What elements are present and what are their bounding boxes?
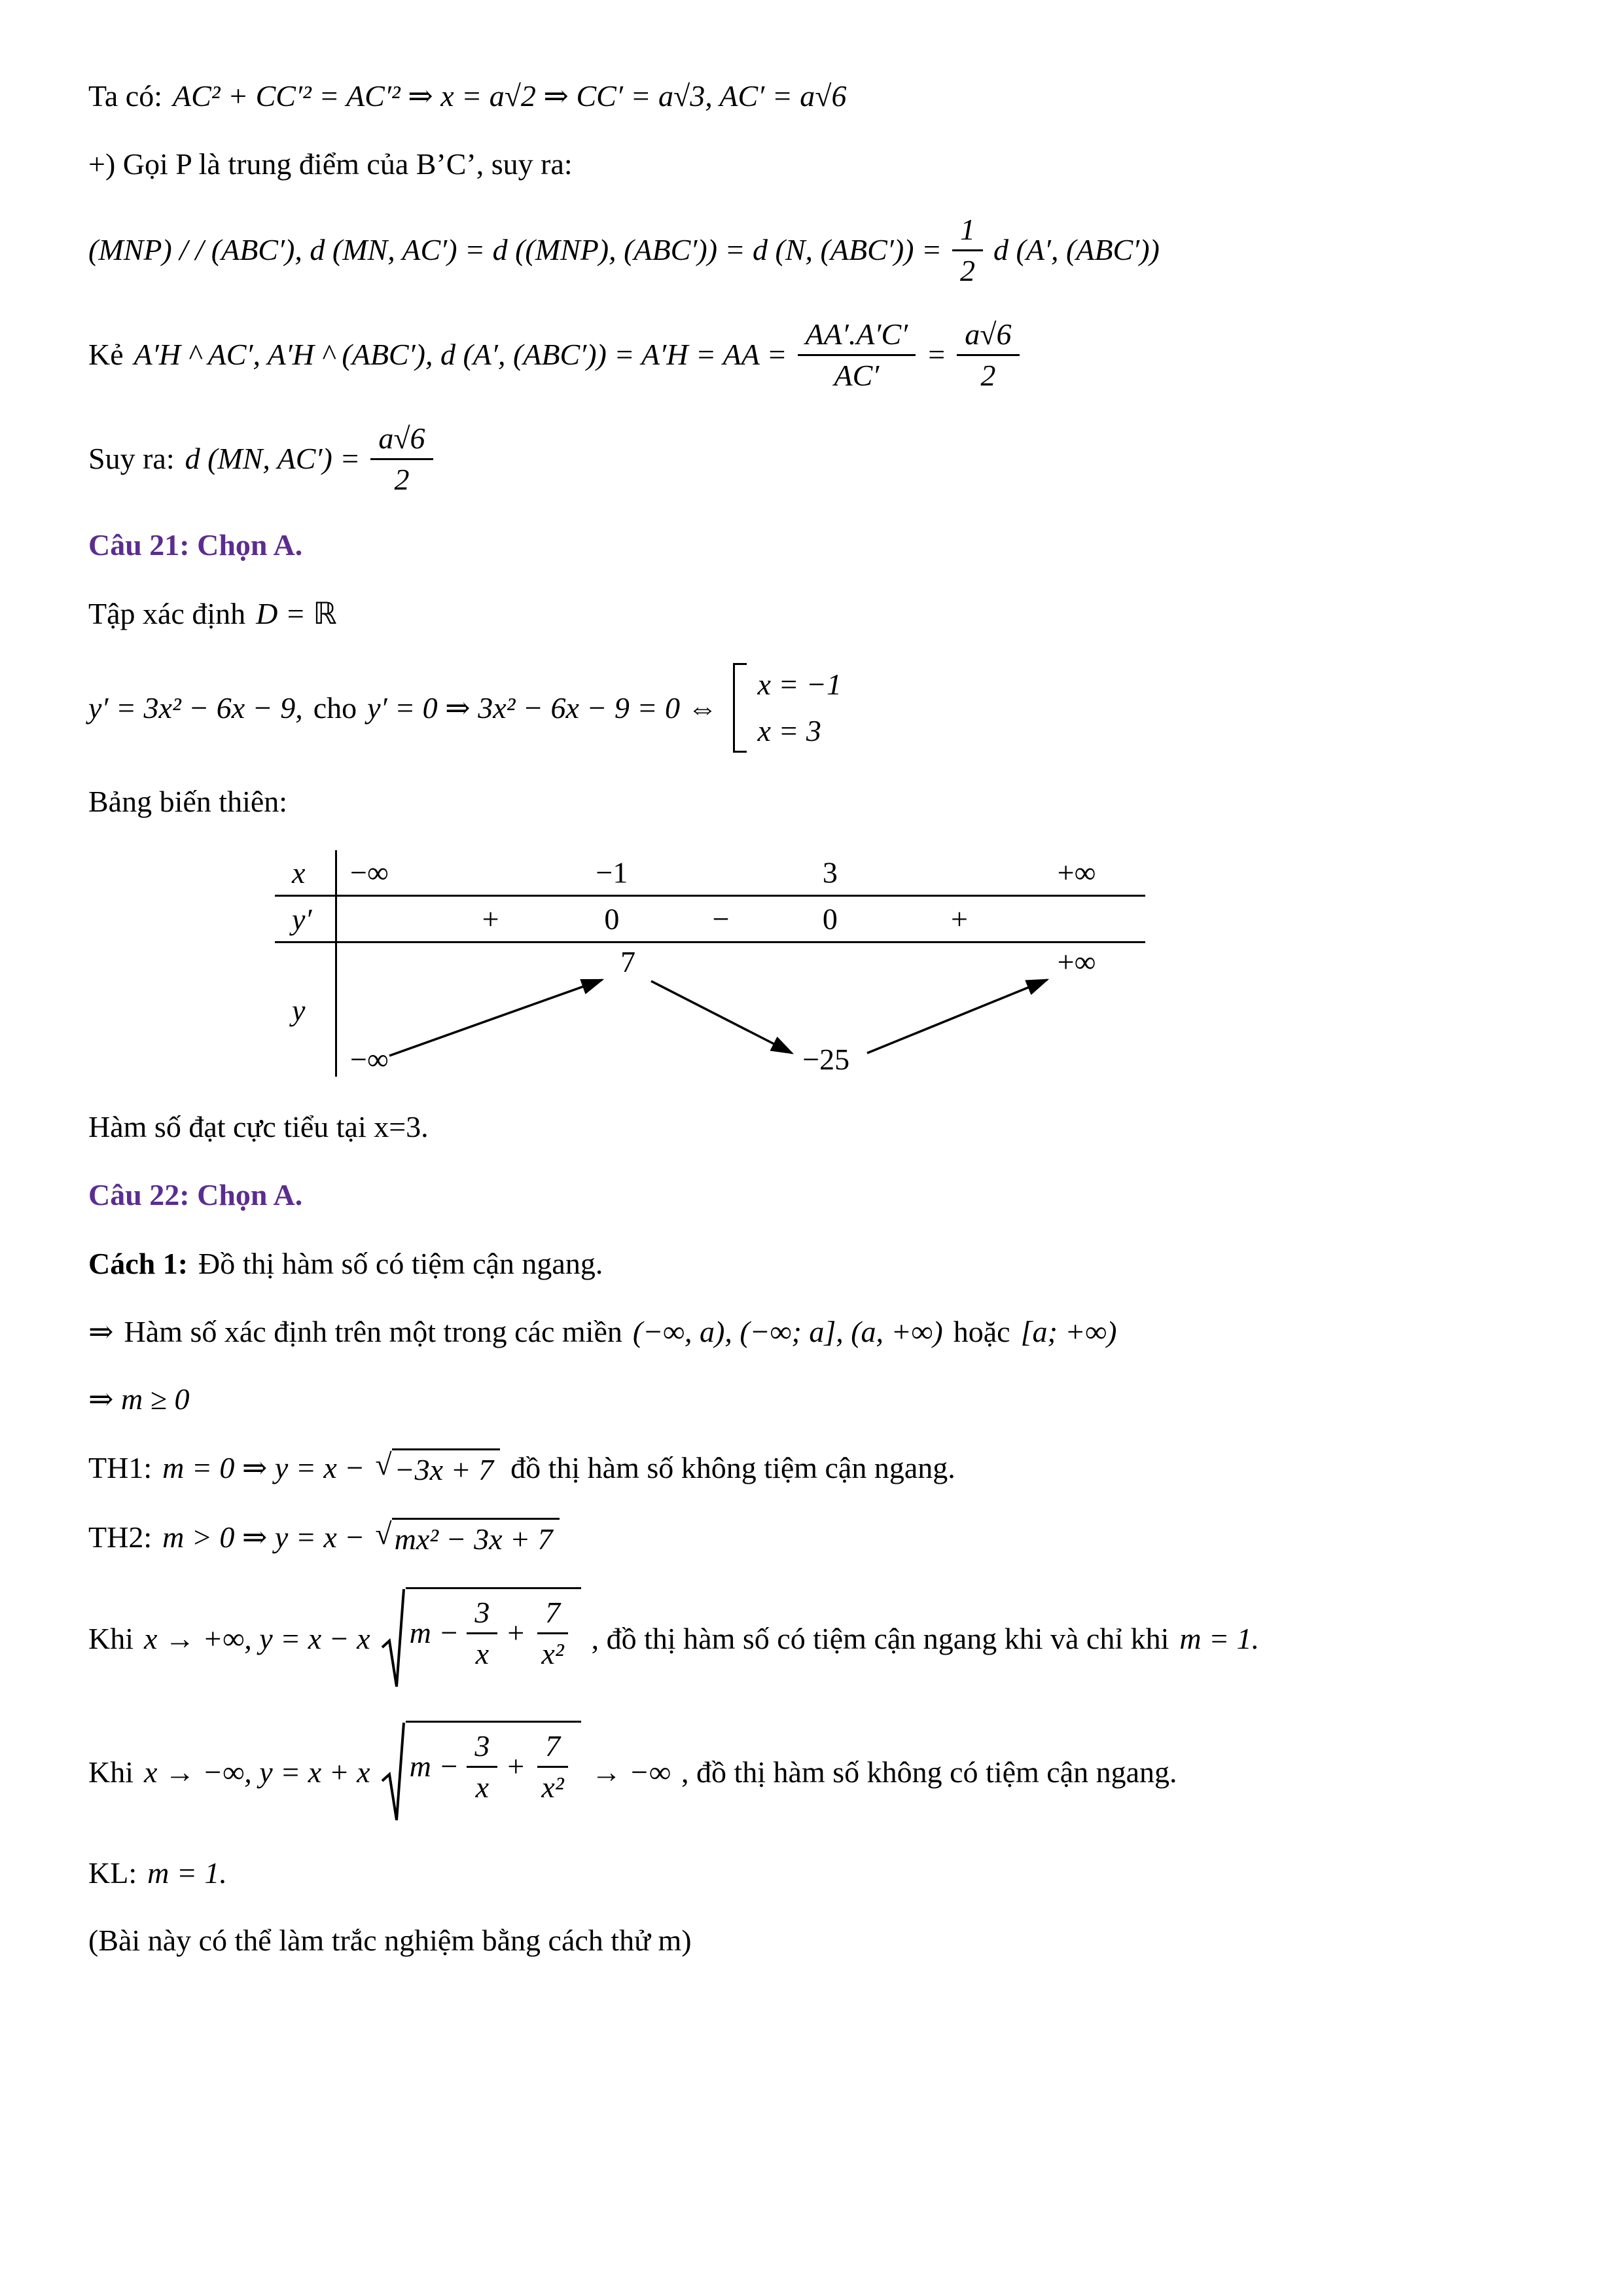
case-line: x = −1 [757,667,842,701]
paragraph-m-ge-0 [88,1380,1535,1418]
text-sentence: Hàm số đạt cực tiểu tại x=3. [88,1110,429,1144]
heading-cau-21 [88,526,1535,564]
paragraph-mien [88,1313,1535,1351]
text-label: TH1: [88,1450,152,1484]
sign-value: − [712,902,730,936]
fraction-denominator: 2 [960,254,975,288]
math-expression: m = 1. [1179,1621,1260,1655]
fraction-numerator: 3 [467,1729,497,1768]
x-value: −∞ [350,855,389,889]
paragraph-note [88,1922,1535,1960]
fraction [467,1596,497,1670]
math-expression: AC² + CC′² = AC′² ⇒ x = a√2 ⇒ CC′ = a√3, AC′ = a√6 [173,79,847,113]
sqrt-expression [381,1721,581,1824]
fraction-numerator: 7 [537,1596,568,1634]
math-expression: d (MN, AC′) = [185,442,361,476]
paragraph-ke [88,317,1535,392]
variation-arrows [337,943,1145,1077]
row-label-text: y′ [292,902,312,936]
fraction-numerator: a√6 [370,422,433,460]
fraction [467,1729,497,1804]
fraction [533,1596,571,1670]
y-local-min: −25 [802,1043,850,1077]
y-limit-left: −∞ [350,1043,389,1077]
cases-lines [757,663,842,753]
variation-row-y [275,943,1145,1077]
fraction-denominator: x [475,1770,490,1804]
sqrt-expression [375,1448,500,1488]
sign-value: 0 [604,902,620,936]
y-limit-right: +∞ [1057,945,1096,979]
paragraph-bbt-caption [88,783,1535,821]
cases-system [733,663,842,753]
paragraph-tap-xac-dinh [88,595,1535,633]
text-word: cho [313,691,357,725]
math-expression: m = 1. [147,1856,227,1890]
arrow-increasing [867,980,1047,1053]
sqrt-expression [375,1518,559,1557]
sign-value: + [482,902,499,936]
bracket-left [733,663,747,753]
paragraph-y-prime [88,663,1535,753]
text-caption: Bảng biến thiên: [88,784,288,818]
variation-table [275,850,1145,1077]
fraction-denominator: 2 [394,463,410,497]
paragraph-khi-plus-inf [88,1587,1535,1691]
heading-text: Câu 21: Chọn A. [88,528,303,562]
paragraph-th2 [88,1518,1535,1557]
sign-value: 0 [822,902,838,936]
x-value: +∞ [1057,855,1096,889]
variation-row-y-prime [275,897,1145,943]
fraction-numerator: 3 [467,1596,497,1634]
math-expression: x → +∞, y = x − x [144,1621,370,1655]
fraction-denominator: x² [541,1636,564,1670]
radical-sign [381,1587,406,1691]
text-label: Suy ra: [88,442,175,476]
heading-cau-22 [88,1176,1535,1214]
paragraph-goi-p [88,145,1535,183]
text-sentence: Hàm số xác định trên một trong các miền [124,1314,622,1348]
sqrt-expression [381,1587,581,1691]
arrow-increasing [389,980,602,1056]
fraction-denominator: AC′ [834,358,880,392]
math-expression: d (A′, (ABC′)) [993,233,1160,267]
case-line: x = 3 [757,714,821,748]
math-expression: m − [409,1615,459,1649]
math-expression: m − [409,1749,459,1783]
math-expression: [a; +∞) [1020,1314,1117,1348]
fraction [798,317,916,392]
radicand: mx² − 3x + 7 [392,1518,560,1557]
text-sentence: +) Gọi P là trung điểm của B’C’, suy ra: [88,147,573,181]
fraction-numerator: 1 [952,213,983,251]
row-cells [337,897,1145,941]
math-expression: m = 0 ⇒ y = x − [162,1450,365,1484]
radical-sign: √ [375,1516,392,1551]
paragraph-cach-1 [88,1245,1535,1283]
radicand: −3x + 7 [392,1448,501,1488]
paragraph-mnp-distance [88,213,1535,287]
paragraph-kl [88,1854,1535,1892]
text-label: Khi [88,1755,134,1789]
fraction [533,1729,571,1804]
text-label: KL: [88,1856,137,1890]
arrow-decreasing [651,981,792,1053]
text-sentence: (Bài này có thể làm trắc nghiệm bằng cách thử m) [88,1924,692,1958]
fraction-denominator: 2 [980,358,996,392]
x-value: −1 [596,855,628,889]
math-expression: x → −∞, y = x + x [144,1755,370,1789]
radicand [406,1721,581,1805]
y-local-max: 7 [620,945,636,979]
math-expression: (−∞, a), (−∞; a], (a, +∞) [632,1314,943,1348]
math-expression: (MNP) / / (ABC′), d (MN, AC′) = d ((MNP), (ABC′)) = d (N, (ABC′)) = [88,233,942,267]
radicand [406,1587,581,1672]
fraction-numerator: AA′.A′C′ [798,317,916,356]
variation-row-x [275,850,1145,897]
plus-sign: + [505,1615,526,1649]
fraction-numerator: 7 [537,1729,568,1768]
math-expression: y′ = 3x² − 6x − 9, [88,691,303,725]
row-label [275,850,337,895]
row-label-text: x [292,855,306,889]
paragraph-khi-minus-inf [88,1721,1535,1824]
row-cells [337,850,1145,895]
text-sentence: , đồ thị hàm số có tiệm cận ngang khi và chỉ khi [591,1621,1169,1655]
math-expression: y′ = 0 ⇒ 3x² − 6x − 9 = 0 ⇔ [367,691,718,725]
math-expression: m > 0 ⇒ y = x − [162,1520,365,1554]
row-label [275,897,337,941]
math-expression: ⇒ m ≥ 0 [88,1382,190,1416]
row-label-text: y [292,993,306,1027]
row-cells [337,943,1145,1077]
radical-sign [381,1721,406,1824]
x-value: 3 [822,855,838,889]
text-bold-label: Cách 1: [88,1247,188,1281]
paragraph-cuc-tieu [88,1108,1535,1146]
fraction-numerator: a√6 [957,317,1019,356]
fraction [370,422,433,496]
text-label: Kẻ [88,337,124,371]
fraction-denominator: x² [541,1770,564,1804]
paragraph-suy-ra [88,422,1535,496]
math-expression: A′H ^ AC′, A′H ^ (ABC′), d (A′, (ABC′)) = A′H = AA = [134,337,787,371]
text-label: Khi [88,1621,134,1655]
paragraph-th1 [88,1448,1535,1488]
paragraph-ta-co [88,77,1535,115]
equals-sign: = [926,337,947,371]
text-label: Ta có: [88,79,163,113]
fraction-denominator: x [475,1636,490,1670]
implies-symbol: ⇒ [88,1314,114,1348]
text-sentence: Đồ thị hàm số có tiệm cận ngang. [198,1247,603,1281]
text-sentence: đồ thị hàm số không tiệm cận ngang. [510,1450,955,1484]
radical-sign: √ [375,1447,392,1481]
text-label: Tập xác định [88,597,246,631]
heading-text: Câu 22: Chọn A. [88,1177,303,1211]
sign-value: + [950,902,968,936]
plus-sign: + [505,1749,526,1783]
text-label: TH2: [88,1520,152,1554]
row-label [275,943,337,1077]
fraction [952,213,983,287]
text-word: hoặc [953,1314,1010,1348]
math-expression: D = ℝ [256,597,337,631]
fraction [957,317,1019,392]
limit-arrow: → −∞ [591,1755,671,1789]
text-sentence: , đồ thị hàm số không có tiệm cận ngang. [681,1755,1177,1789]
